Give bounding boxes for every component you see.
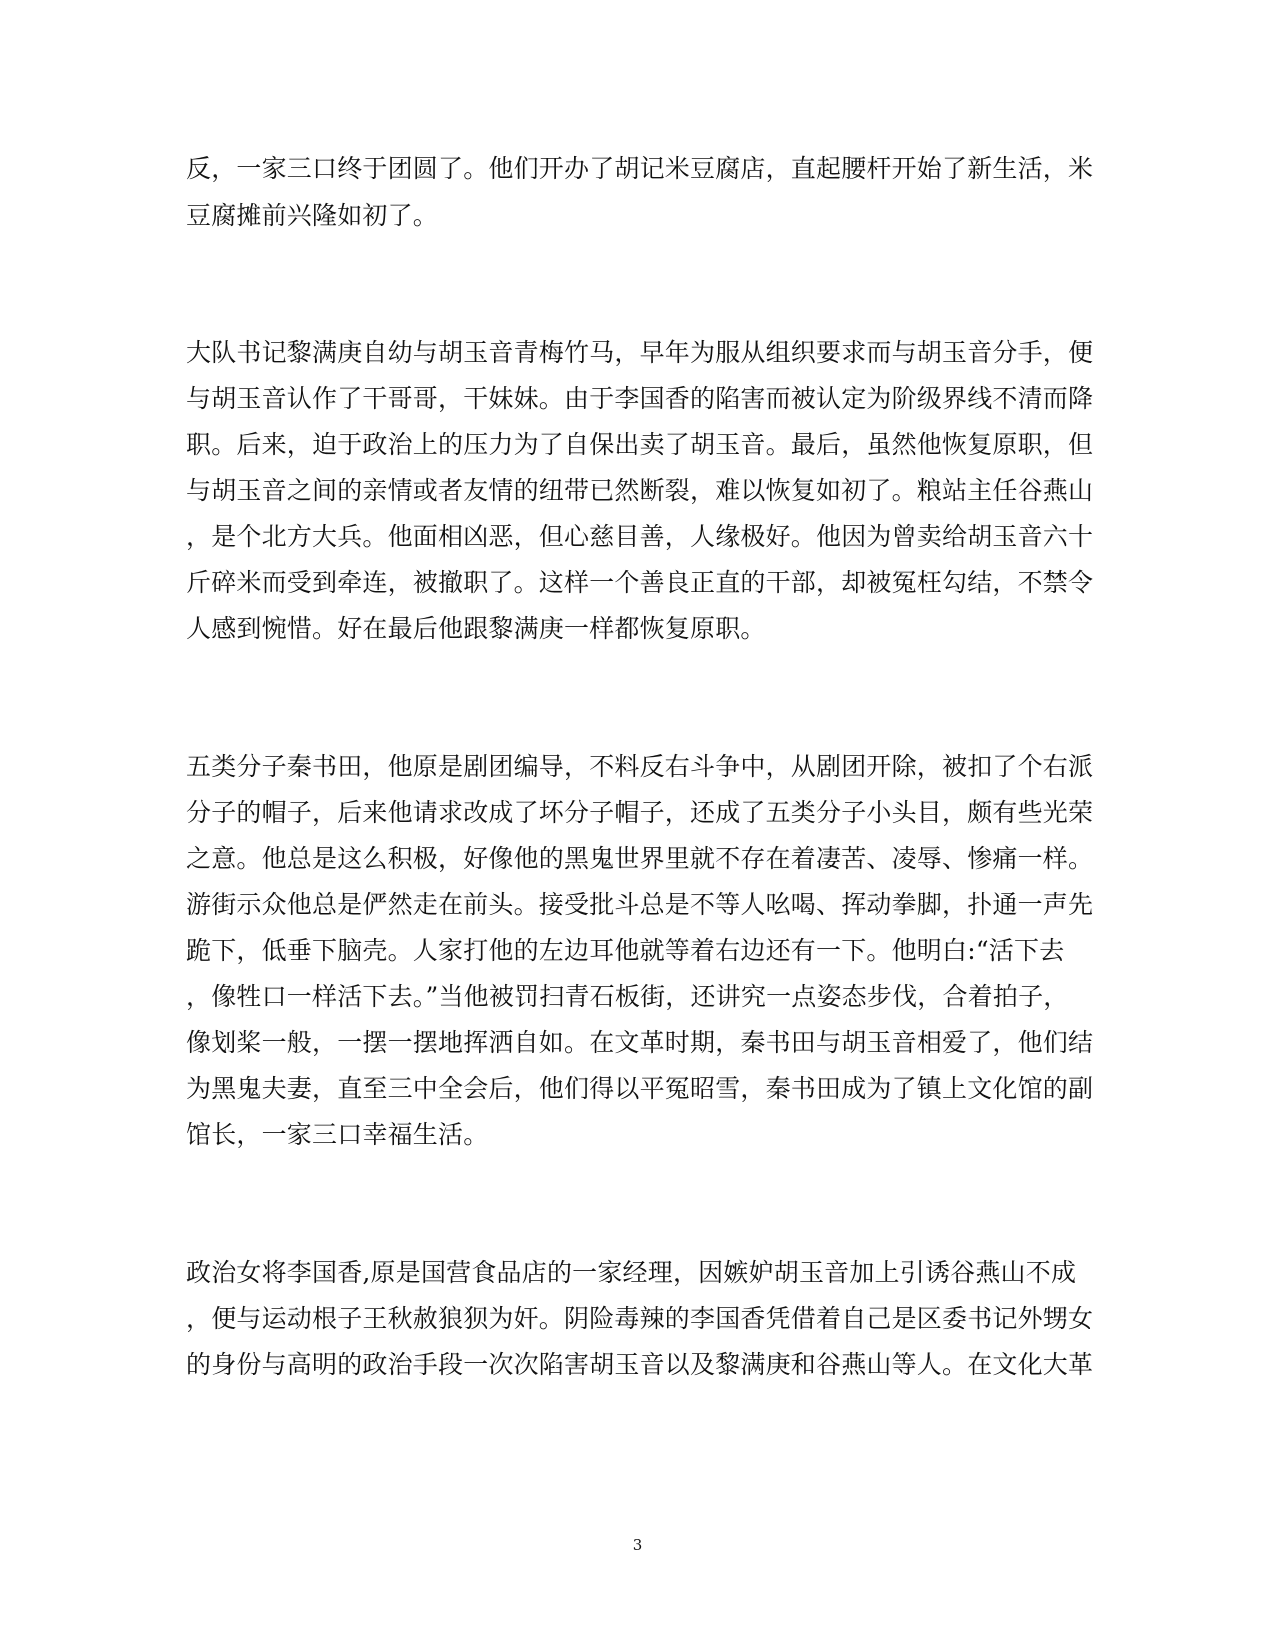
text-line: ，便与运动根子王秋赦狼狈为奸。阴险毒辣的李国香凭借着自己是区委书记外甥女 xyxy=(186,1304,1094,1333)
text-line: 跪下，低垂下脑壳。人家打他的左边耳他就等着右边还有一下。他明白:“活下去 xyxy=(186,936,1065,965)
text-line: ，像牲口一样活下去。”当他被罚扫青石板街，还讲究一点姿态步伐，合着拍子， xyxy=(186,982,1069,1011)
text-line: 游街示众他总是俨然走在前头。接受批斗总是不等人吆喝、挥动拳脚，扑通一声先 xyxy=(186,890,1094,919)
text-line: 馆长，一家三口幸福生活。 xyxy=(186,1120,489,1149)
text-line: 豆腐摊前兴隆如初了。 xyxy=(186,201,439,230)
text-line: 大队书记黎满庚自幼与胡玉音青梅竹马，早年为服从组织要求而与胡玉音分手，便 xyxy=(186,338,1094,367)
text-line: 之意。他总是这么积极，好像他的黑鬼世界里就不存在着凄苦、凌辱、惨痛一样。 xyxy=(186,844,1094,873)
text-line: 与胡玉音认作了干哥哥，干妹妹。由于李国香的陷害而被认定为阶级界线不清而降 xyxy=(186,384,1094,413)
text-line: 为黑鬼夫妻，直至三中全会后，他们得以平冤昭雪，秦书田成为了镇上文化馆的副 xyxy=(186,1074,1094,1103)
text-line: 斤碎米而受到牵连，被撤职了。这样一个善良正直的干部，却被冤枉勾结，不禁令 xyxy=(186,568,1094,597)
text-line: 的身份与高明的政治手段一次次陷害胡玉音以及黎满庚和谷燕山等人。在文化大革 xyxy=(186,1350,1094,1379)
text-line: 职。后来，迫于政治上的压力为了自保出卖了胡玉音。最后，虽然他恢复原职，但 xyxy=(186,430,1094,459)
text-line: 人感到惋惜。好在最后他跟黎满庚一样都恢复原职。 xyxy=(186,614,766,643)
text-line: 反，一家三口终于团圆了。他们开办了胡记米豆腐店，直起腰杆开始了新生活，米 xyxy=(186,154,1094,183)
text-line: 像划桨一般，一摆一摆地挥洒自如。在文革时期，秦书田与胡玉音相爱了，他们结 xyxy=(186,1028,1094,1057)
page-number: 3 xyxy=(632,1536,643,1554)
text-line: 分子的帽子，后来他请求改成了坏分子帽子，还成了五类分子小头目，颇有些光荣 xyxy=(186,798,1094,827)
text-line: 与胡玉音之间的亲情或者友情的纽带已然断裂，难以恢复如初了。粮站主任谷燕山 xyxy=(186,476,1094,505)
text-line: ，是个北方大兵。他面相凶恶，但心慈目善，人缘极好。他因为曾卖给胡玉音六十 xyxy=(186,522,1094,551)
text-line: 五类分子秦书田，他原是剧团编导，不料反右斗争中，从剧团开除，被扣了个右派 xyxy=(186,752,1094,781)
text-line: 政治女将李国香,原是国营食品店的一家经理，因嫉妒胡玉音加上引诱谷燕山不成 xyxy=(186,1258,1077,1287)
